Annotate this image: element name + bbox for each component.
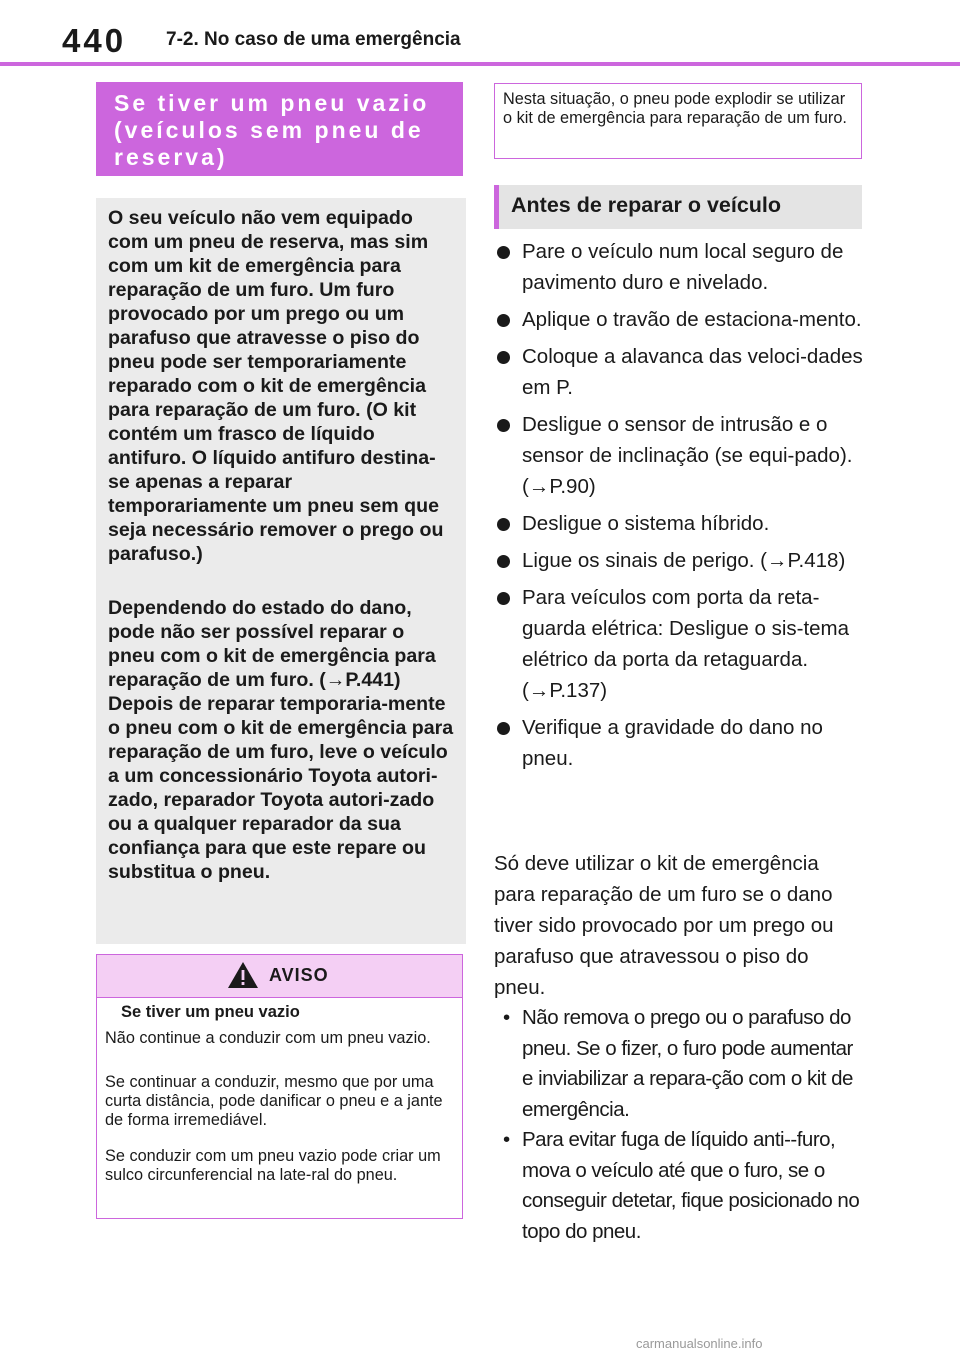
list-item: Verifique a gravidade do dano no pneu.	[494, 712, 864, 774]
warning-subtitle: Se tiver um pneu vazio	[121, 1003, 300, 1021]
list-item: Para veículos com porta da reta-guarda elétrica: Desligue o sis-tema elétrico da porta da retaguarda. (→P.137)	[494, 582, 864, 706]
warning-text-1: Não continue a conduzir com um pneu vazio.	[105, 1029, 431, 1047]
bullet-icon	[497, 351, 510, 364]
warning-text-3: Se conduzir com um pneu vazio pode criar um sulco circunferencial na late-ral do pneu.	[105, 1147, 441, 1184]
body-paragraph: Só deve utilizar o kit de emergência para reparação de um furo se o dano tiver sido provocado por um prego ou parafuso que atravessou o piso do pneu.	[494, 852, 834, 999]
bullet-icon	[497, 592, 510, 605]
list-item: • Não remova o prego ou o parafuso do pneu. Se o fizer, o furo pode aumentar e inviabilizar a repara-ção com o kit de emergência.	[494, 1003, 864, 1125]
subheading-accent-bar	[494, 185, 499, 229]
section-title: 7-2. No caso de uma emergência	[166, 29, 461, 50]
bullet-icon	[497, 722, 510, 735]
bullet-icon	[497, 314, 510, 327]
subheading: Antes de reparar o veículo	[511, 193, 782, 217]
bullet-icon: •	[503, 1006, 510, 1029]
intro-paragraph-1: O seu veículo não vem equipado com um pneu de reserva, mas sim com um kit de emergência para reparação de um furo. Um furo provocado por um prego ou um parafuso que atravesse o piso do pneu pode ser temporariamente reparado com o kit de emergência para reparação de um furo. (O kit contém um frasco de líquido antifuro. O líquido antifuro destina-se apenas a reparar temporariamente um pneu sem que seja necessário remover o prego ou parafuso.)	[108, 207, 444, 565]
topic-title-box	[96, 82, 463, 176]
warning-header	[97, 955, 462, 998]
bullet-icon	[497, 518, 510, 531]
bullet-icon	[497, 246, 510, 259]
intro-paragraph-2: Dependendo do estado do dano, pode não ser possível reparar o pneu com o kit de emergência para reparação de um furo. (→P.441) Depois de reparar temporaria-mente o pneu com o kit de emergência para reparação de um furo, leve o veículo a um concessionário Toyota autori-zado, reparador Toyota autori-zado ou a qualquer reparador da sua confiança para que este repare ou substitua o pneu.	[108, 597, 454, 883]
watermark: carmanualsonline.info	[636, 1336, 763, 1351]
note-list	[494, 1003, 864, 1247]
procedure-list	[494, 236, 864, 780]
list-item: Aplique o travão de estaciona-mento.	[494, 304, 864, 335]
warning-text-2: Se continuar a conduzir, mesmo que por uma curta distância, pode danificar o pneu e a jante de forma irremediável.	[105, 1073, 443, 1129]
warning-box	[96, 954, 463, 1219]
page-number: 440	[62, 22, 127, 59]
topic-title: Se tiver um pneu vazio (veículos sem pneu de reserva)	[114, 90, 430, 170]
intro-box	[96, 198, 466, 944]
list-item: • Para evitar fuga de líquido anti--furo, mova o veículo até que o furo, se o conseguir detetar, fique posicionado no topo do pneu.	[494, 1125, 864, 1247]
list-item: Pare o veículo num local seguro de pavimento duro e nivelado.	[494, 236, 864, 298]
list-item: Ligue os sinais de perigo. (→P.418)	[494, 545, 864, 576]
warning-icon	[227, 961, 259, 989]
warning-continuation-text: Nesta situação, o pneu pode explodir se utilizar o kit de emergência para reparação de um furo.	[503, 90, 847, 127]
bullet-icon: •	[503, 1128, 510, 1151]
bullet-icon	[497, 419, 510, 432]
subheading-box	[494, 185, 862, 229]
warning-continuation-box	[494, 83, 862, 159]
list-item: Desligue o sensor de intrusão e o sensor de inclinação (se equi-pado). (→P.90)	[494, 409, 864, 502]
list-item: Coloque a alavanca das veloci-dades em P.	[494, 341, 864, 403]
header-divider	[0, 62, 960, 66]
list-item: Desligue o sistema híbrido.	[494, 508, 864, 539]
warning-label: AVISO	[269, 965, 329, 985]
bullet-icon	[497, 555, 510, 568]
